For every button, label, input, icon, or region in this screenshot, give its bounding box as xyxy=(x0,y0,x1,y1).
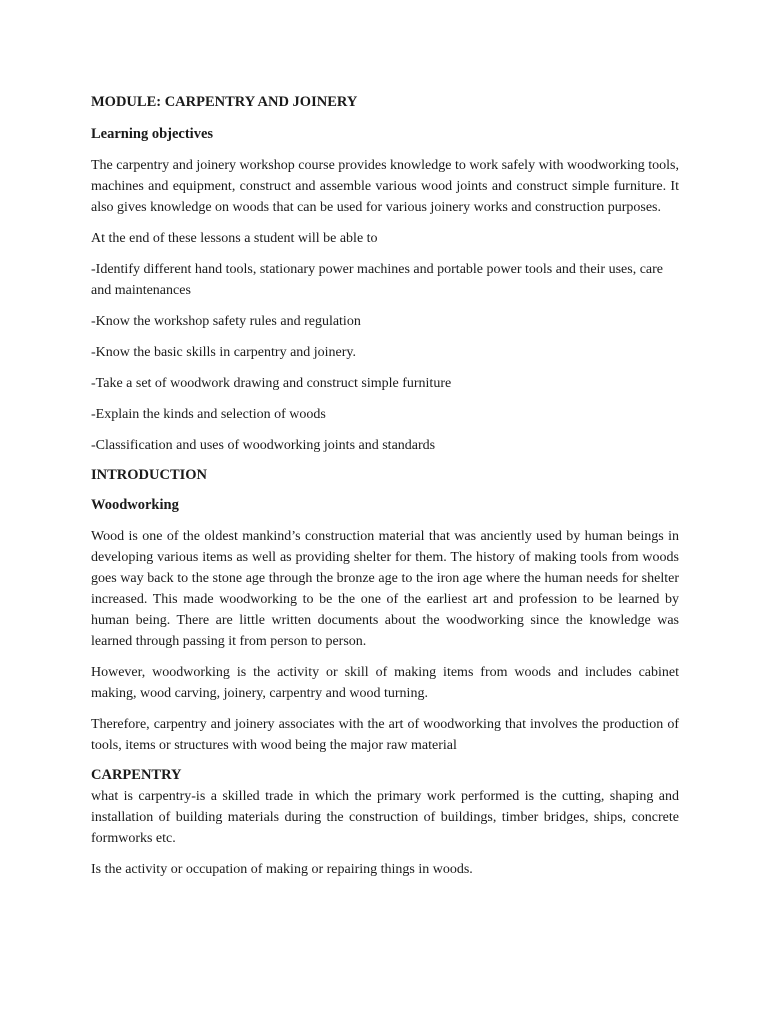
objective-item: -Take a set of woodwork drawing and construct simple furniture xyxy=(91,376,452,391)
module-title: MODULE: CARPENTRY AND JOINERY xyxy=(91,94,358,110)
carpentry-paragraph: Is the activity or occupation of making or repairing things in woods. xyxy=(91,862,473,877)
objective-item: -Identify different hand tools, stationary power machines and portable power tools and their uses, care and maintenances xyxy=(91,262,664,298)
objective-item: -Explain the kinds and selection of woods xyxy=(91,407,326,422)
learning-objectives-intro: The carpentry and joinery workshop course provides knowledge to work safely with woodworking tools, machines and equipment, construct and assemble various wood joints and construct simple furniture. It also gives knowledge on woods that can be used for various joinery works and construction purposes. xyxy=(91,158,679,215)
learning-objectives-lead: At the end of these lessons a student will be able to xyxy=(91,231,378,246)
introduction-paragraph: Wood is one of the oldest mankind’s construction material that was anciently used by human beings in developing various items as well as providing shelter for them. The history of making tools from woods goes way back to the stone age through the bronze age to the iron age where the human needs for shelter increased. This made woodworking to be the one of the earliest art and profession to be learned by human being. There are little written documents about the woodworking since the knowledge was learned through passing it from person to person. xyxy=(91,529,679,649)
carpentry-heading: CARPENTRY xyxy=(91,767,182,783)
objective-item: -Classification and uses of woodworking joints and standards xyxy=(91,438,436,453)
objective-item: -Know the workshop safety rules and regulation xyxy=(91,314,361,329)
introduction-heading: INTRODUCTION xyxy=(91,467,208,483)
document-page xyxy=(91,93,679,890)
introduction-paragraph: Therefore, carpentry and joinery associates with the art of woodworking that involves the production of tools, items or structures with wood being the major raw material xyxy=(91,717,679,753)
carpentry-paragraph: what is carpentry-is a skilled trade in which the primary work performed is the cutting, shaping and installation of building materials during the construction of buildings, timber bridges, ships, concrete formworks etc. xyxy=(91,789,679,846)
introduction-paragraph: However, woodworking is the activity or skill of making items from woods and includes cabinet making, wood carving, joinery, carpentry and wood turning. xyxy=(91,665,679,701)
learning-objectives-heading: Learning objectives xyxy=(91,126,214,142)
woodworking-heading: Woodworking xyxy=(91,497,179,513)
objective-item: -Know the basic skills in carpentry and joinery. xyxy=(91,345,357,360)
